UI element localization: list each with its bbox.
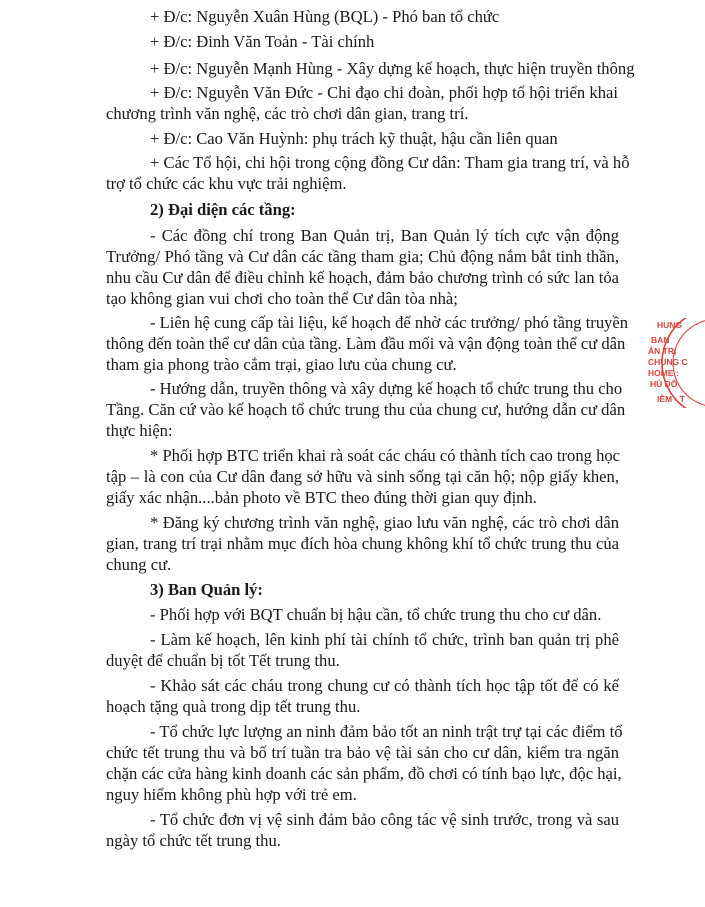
text-line: + Đ/c: Nguyễn Xuân Hùng (BQL) - Phó ban tổ chức [150,7,500,26]
text-line: - Khảo sát các cháu trong chung cư có thành tích học tập tốt để có kế [150,676,619,695]
text-line: chặn các cửa hàng kinh doanh các sản phẩm, đồ chơi có tính bạo lực, độc hại, [106,764,622,783]
text-line: - Làm kế hoạch, lên kinh phí tài chính tổ chức, trình ban quản trị phê [150,630,619,649]
text-line: - Tổ chức đơn vị vệ sinh đảm bảo công tác vệ sinh trước, trong và sau [150,810,619,829]
seal-text-line: BAN [651,335,670,345]
text-line: thực hiện: [106,421,173,440]
text-line: Tầng. Căn cứ vào kế hoạch tổ chức trung thu của chung cư, hướng dẫn cư dân [106,400,626,419]
official-seal [645,318,705,408]
text-line: hoạch tặng quà trong dịp tết trung thu. [106,697,361,716]
text-line: ngày tổ chức tết trung thu. [106,831,281,850]
text-line: - Hướng dẫn, truyền thông và xây dựng kế hoạch tổ chức trung thu cho [150,379,623,398]
text-line: + Đ/c: Cao Văn Huỳnh: phụ trách kỹ thuật, hậu cần liên quan [150,129,558,148]
text-line: thông đến toàn thể cư dân của tầng. Làm đầu mối và vận động toàn thể cư dân [106,334,626,353]
text-line: duyệt để chuẩn bị tốt Tết trung thu. [106,651,340,670]
seal-text-line: ẢN TRỊ [648,346,677,356]
text-line: + Đ/c: Đinh Văn Toản - Tài chính [150,32,375,51]
seal-text-line: HUNG [657,320,683,330]
text-line: - Các đồng chí trong Ban Quản trị, Ban Quản lý tích cực vận động [150,226,619,245]
seal-text-line: IÊM - T [657,394,685,404]
text-line: - Tổ chức lực lượng an ninh đảm bảo tốt an ninh trật trự tại các điểm tổ [150,722,623,741]
text-line: tham gia phong trào cắm trại, giao lưu của chung cư. [106,355,457,374]
text-line: chức tết trung thu và bố trí tuần tra bảo vệ tài sản cho cư dân, kiểm tra ngăn [106,743,619,762]
text-line: + Đ/c: Nguyễn Mạnh Hùng - Xây dựng kế hoạch, thực hiện truyền thông [150,59,635,78]
text-line: Trưởng/ Phó tầng và Cư dân các tầng tham gia; Chủ động nắm bắt tinh thần, [106,247,619,266]
text-line: gian, trang trí trại nhằm mục đích hòa chung không khí tổ chức trung thu của [106,534,619,553]
seal-text-line: CHUNG C [648,357,688,367]
seal-text-line: HỦ ĐÔ [650,379,678,389]
text-line: nguy hiểm không phù hợp với trẻ em. [106,785,357,804]
text-line: chung cư. [106,555,172,574]
text-line: chương trình văn nghệ, các trò chơi dân gian, trang trí. [106,104,469,123]
text-line: tập – là con của Cư dân đang sở hữu và sinh sống tại căn hộ; nộp giấy khen, [106,467,619,486]
section-heading: 2) Đại diện các tầng: [150,200,296,219]
text-line: giấy xác nhận....bản photo về BTC theo đúng thời gian quy định. [106,488,537,507]
seal-text-line: HOME : [648,368,679,378]
text-line: - Liên hệ cung cấp tài liệu, kế hoạch để nhờ các trưởng/ phó tầng truyền [150,313,629,332]
text-line: + Đ/c: Nguyễn Văn Đức - Chi đạo chi đoàn, phối hợp tổ hội triển khai [150,83,618,102]
text-line: + Các Tổ hội, chi hội trong cộng đồng Cư dân: Tham gia trang trí, và hỗ [150,153,630,172]
text-line: tạo không gian vui chơi cho toàn thể Cư dân tòa nhà; [106,289,458,308]
seal-text [645,318,705,408]
text-line: nhu cầu Cư dân để điều chỉnh kế hoạch, đảm bảo chương trình có sức lan tỏa [106,268,619,287]
text-line: * Đăng ký chương trình văn nghệ, giao lưu văn nghệ, các trò chơi dân [150,513,619,532]
text-line: - Phối hợp với BQT chuẩn bị hậu cần, tổ chức trung thu cho cư dân. [150,605,602,624]
text-line: * Phối hợp BTC triển khai rà soát các cháu có thành tích cao trong học [150,446,621,465]
text-line: trợ tổ chức các khu vực trải nghiệm. [106,174,347,193]
section-heading: 3) Ban Quản lý: [150,580,263,599]
